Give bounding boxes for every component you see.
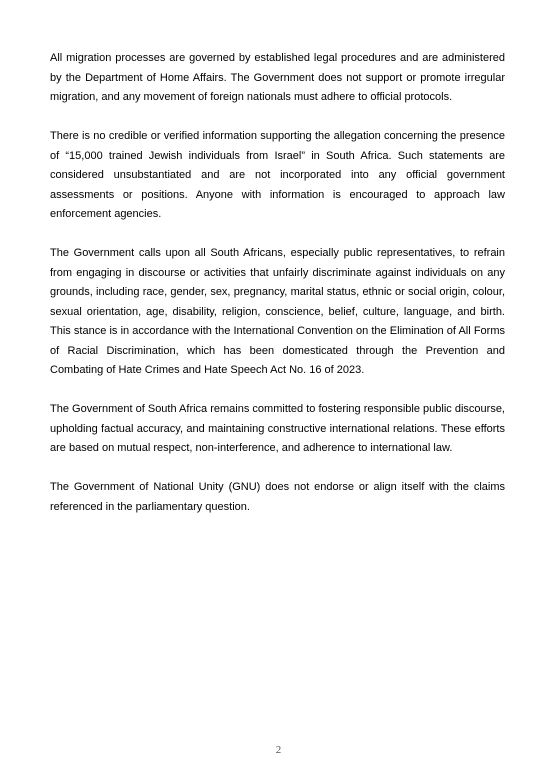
page-number: 2: [275, 744, 282, 756]
paragraph-allegation: There is no credible or verified information supporting the allegation concerning the presence of “15,000 trained Jewish individuals from Israel” in South Africa. Such statements are considered unsubstantiated and are not incorporated into any official government assessments or positions. Anyone with information is encouraged to approach law enforcement agencies.: [50, 130, 505, 220]
document-body: [50, 49, 505, 517]
paragraph-gnu-position: The Government of National Unity (GNU) does not endorse or align itself with the claims referenced in the parliamentary question.: [50, 481, 505, 513]
paragraph-migration: All migration processes are governed by established legal procedures and are administered by the Department of Home Affairs. The Government does not support or promote irregular migration, and any movement of foreign nationals must adhere to official protocols.: [50, 52, 505, 103]
paragraph-discrimination: The Government calls upon all South Africans, especially public representatives, to refrain from engaging in discourse or activities that unfairly discriminate against individuals on any grounds, including race, gender, sex, pregnancy, marital status, ethnic or social origin, colour, sexual orientation, age, disability, religion, conscience, belief, culture, language, and birth. This stance is in accordance with the International Convention on the Elimination of All Forms of Racial Discrimination, which has been domesticated through the Prevention and Combating of Hate Crimes and Hate Speech Act No. 16 of 2023.: [50, 247, 505, 376]
paragraph-commitment: The Government of South Africa remains committed to fostering responsible public discourse, upholding factual accuracy, and maintaining constructive international relations. These efforts are based on mutual respect, non-interference, and adherence to international law.: [50, 403, 505, 454]
